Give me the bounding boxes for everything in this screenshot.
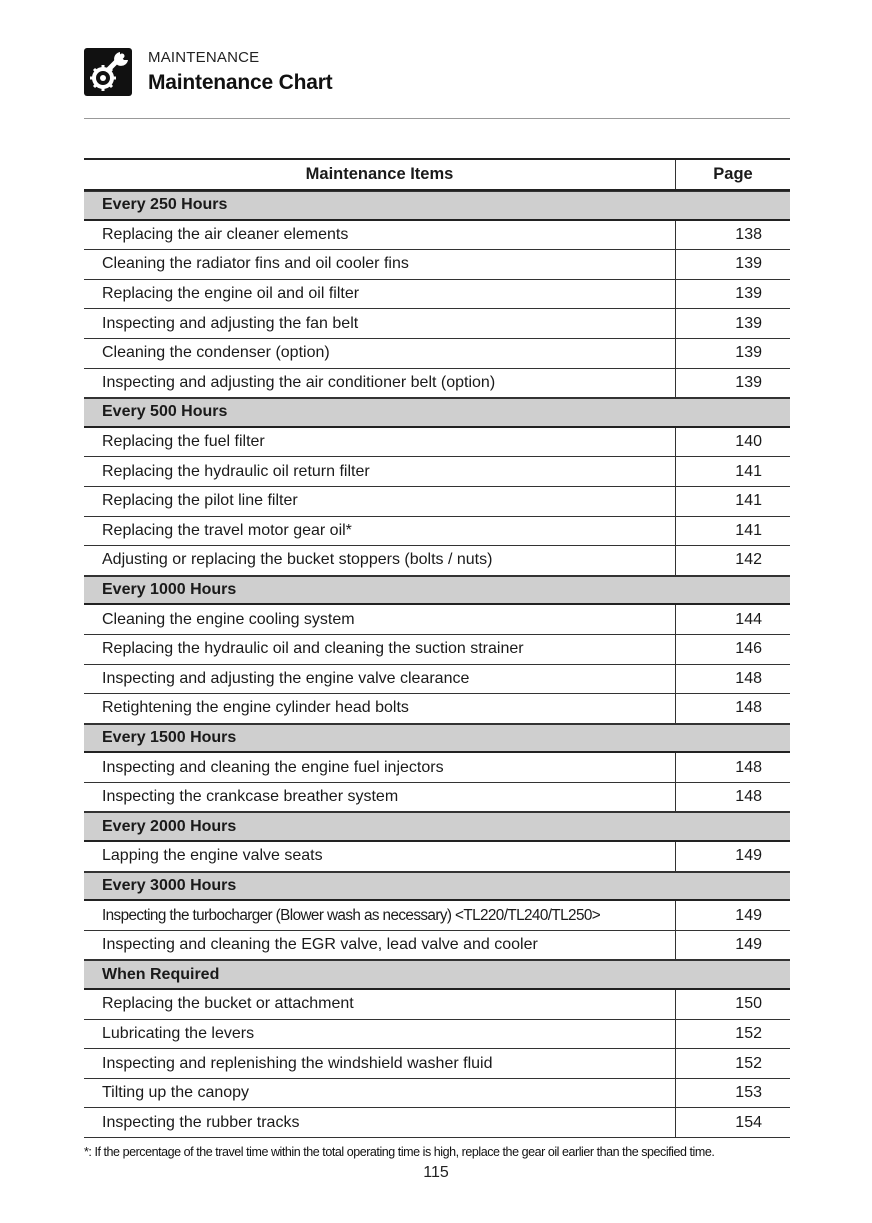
group-label: Every 500 Hours (102, 403, 228, 421)
group-label: Every 3000 Hours (102, 876, 237, 894)
page-reference: 149 (735, 936, 762, 954)
table-group-row (84, 398, 790, 428)
maintenance-item: Replacing the engine oil and oil filter (84, 280, 676, 309)
table-row (84, 694, 790, 724)
table-group-row (84, 191, 790, 221)
table-row (84, 546, 790, 576)
group-label: When Required (102, 965, 220, 983)
column-header-page: Page (713, 165, 753, 183)
footnote: *: If the percentage of the travel time within the total operating time is high, replace the gear oil earlier than the specified time. (84, 1145, 715, 1159)
table-header-row (84, 160, 790, 191)
page-reference: 141 (735, 462, 762, 480)
table-row (84, 931, 790, 961)
table-row (84, 665, 790, 695)
table-group-row (84, 576, 790, 606)
table-row (84, 990, 790, 1020)
column-header-items: Maintenance Items (84, 160, 676, 189)
table-row (84, 457, 790, 487)
maintenance-item: Inspecting the rubber tracks (84, 1108, 676, 1137)
group-label: Every 2000 Hours (102, 817, 237, 835)
page-reference: 139 (735, 285, 762, 303)
maintenance-item: Inspecting and adjusting the air conditioner belt (option) (84, 369, 676, 398)
group-label: Every 1500 Hours (102, 728, 237, 746)
table-row (84, 369, 790, 399)
maintenance-item: Cleaning the engine cooling system (84, 605, 676, 634)
table-row (84, 280, 790, 310)
page-reference: 148 (735, 699, 762, 717)
page-reference: 153 (735, 1084, 762, 1102)
table-row (84, 517, 790, 547)
maintenance-item: Retightening the engine cylinder head bolts (84, 694, 676, 723)
maintenance-item: Inspecting and replenishing the windshield washer fluid (84, 1049, 676, 1078)
table-row (84, 487, 790, 517)
page-reference: 138 (735, 225, 762, 243)
page-number: 115 (423, 1164, 449, 1181)
table-row (84, 339, 790, 369)
table-row (84, 1108, 790, 1138)
page-reference: 142 (735, 551, 762, 569)
page-title: Maintenance Chart (148, 71, 333, 94)
maintenance-item: Replacing the fuel filter (84, 428, 676, 457)
group-label: Every 1000 Hours (102, 581, 237, 599)
maintenance-item: Replacing the hydraulic oil and cleaning the suction strainer (84, 635, 676, 664)
page-reference: 141 (735, 521, 762, 539)
page-reference: 139 (735, 344, 762, 362)
table-group-row (84, 872, 790, 902)
table-row (84, 1020, 790, 1050)
table-row (84, 783, 790, 813)
page-reference: 149 (735, 906, 762, 924)
table-row (84, 250, 790, 280)
header-divider (84, 118, 790, 119)
table-row (84, 428, 790, 458)
maintenance-item: Tilting up the canopy (84, 1079, 676, 1108)
page-header (84, 46, 484, 98)
page-reference: 146 (735, 640, 762, 658)
page-reference: 152 (735, 1054, 762, 1072)
table-row (84, 1079, 790, 1109)
table-group-row (84, 812, 790, 842)
table-row (84, 842, 790, 872)
maintenance-item: Replacing the hydraulic oil return filter (84, 457, 676, 486)
table-group-row (84, 724, 790, 754)
section-label: MAINTENANCE (148, 49, 260, 66)
table-row (84, 221, 790, 251)
table-row (84, 1049, 790, 1079)
table-row (84, 901, 790, 931)
maintenance-item: Inspecting the turbocharger (Blower wash as necessary) <TL220/TL240/TL250> (84, 901, 676, 930)
page-reference: 139 (735, 314, 762, 332)
group-label: Every 250 Hours (102, 196, 228, 214)
page-reference: 140 (735, 433, 762, 451)
page-reference: 139 (735, 255, 762, 273)
maintenance-item: Replacing the travel motor gear oil* (84, 517, 676, 546)
maintenance-item: Adjusting or replacing the bucket stoppers (bolts / nuts) (84, 546, 676, 575)
maintenance-item: Inspecting and adjusting the engine valve clearance (84, 665, 676, 694)
maintenance-item: Inspecting the crankcase breather system (84, 783, 676, 812)
maintenance-item: Inspecting and cleaning the EGR valve, lead valve and cooler (84, 931, 676, 960)
table-row (84, 605, 790, 635)
maintenance-item: Inspecting and adjusting the fan belt (84, 309, 676, 338)
page-reference: 144 (735, 610, 762, 628)
table-row (84, 309, 790, 339)
maintenance-item: Replacing the pilot line filter (84, 487, 676, 516)
table-row (84, 635, 790, 665)
page-reference: 148 (735, 669, 762, 687)
maintenance-item: Inspecting and cleaning the engine fuel injectors (84, 753, 676, 782)
page-reference: 148 (735, 758, 762, 776)
maintenance-item: Lapping the engine valve seats (84, 842, 676, 871)
maintenance-item: Lubricating the levers (84, 1020, 676, 1049)
page-reference: 148 (735, 788, 762, 806)
page-reference: 149 (735, 847, 762, 865)
maintenance-item: Replacing the bucket or attachment (84, 990, 676, 1019)
page-reference: 139 (735, 373, 762, 391)
maintenance-item: Replacing the air cleaner elements (84, 221, 676, 250)
page-reference: 150 (735, 995, 762, 1013)
maintenance-item: Cleaning the condenser (option) (84, 339, 676, 368)
wrench-gear-icon (84, 48, 132, 96)
table-group-row (84, 960, 790, 990)
table-row (84, 753, 790, 783)
maintenance-table (84, 158, 790, 1138)
maintenance-item: Cleaning the radiator fins and oil cooler fins (84, 250, 676, 279)
page-reference: 154 (735, 1113, 762, 1131)
page-reference: 141 (735, 492, 762, 510)
page-reference: 152 (735, 1024, 762, 1042)
